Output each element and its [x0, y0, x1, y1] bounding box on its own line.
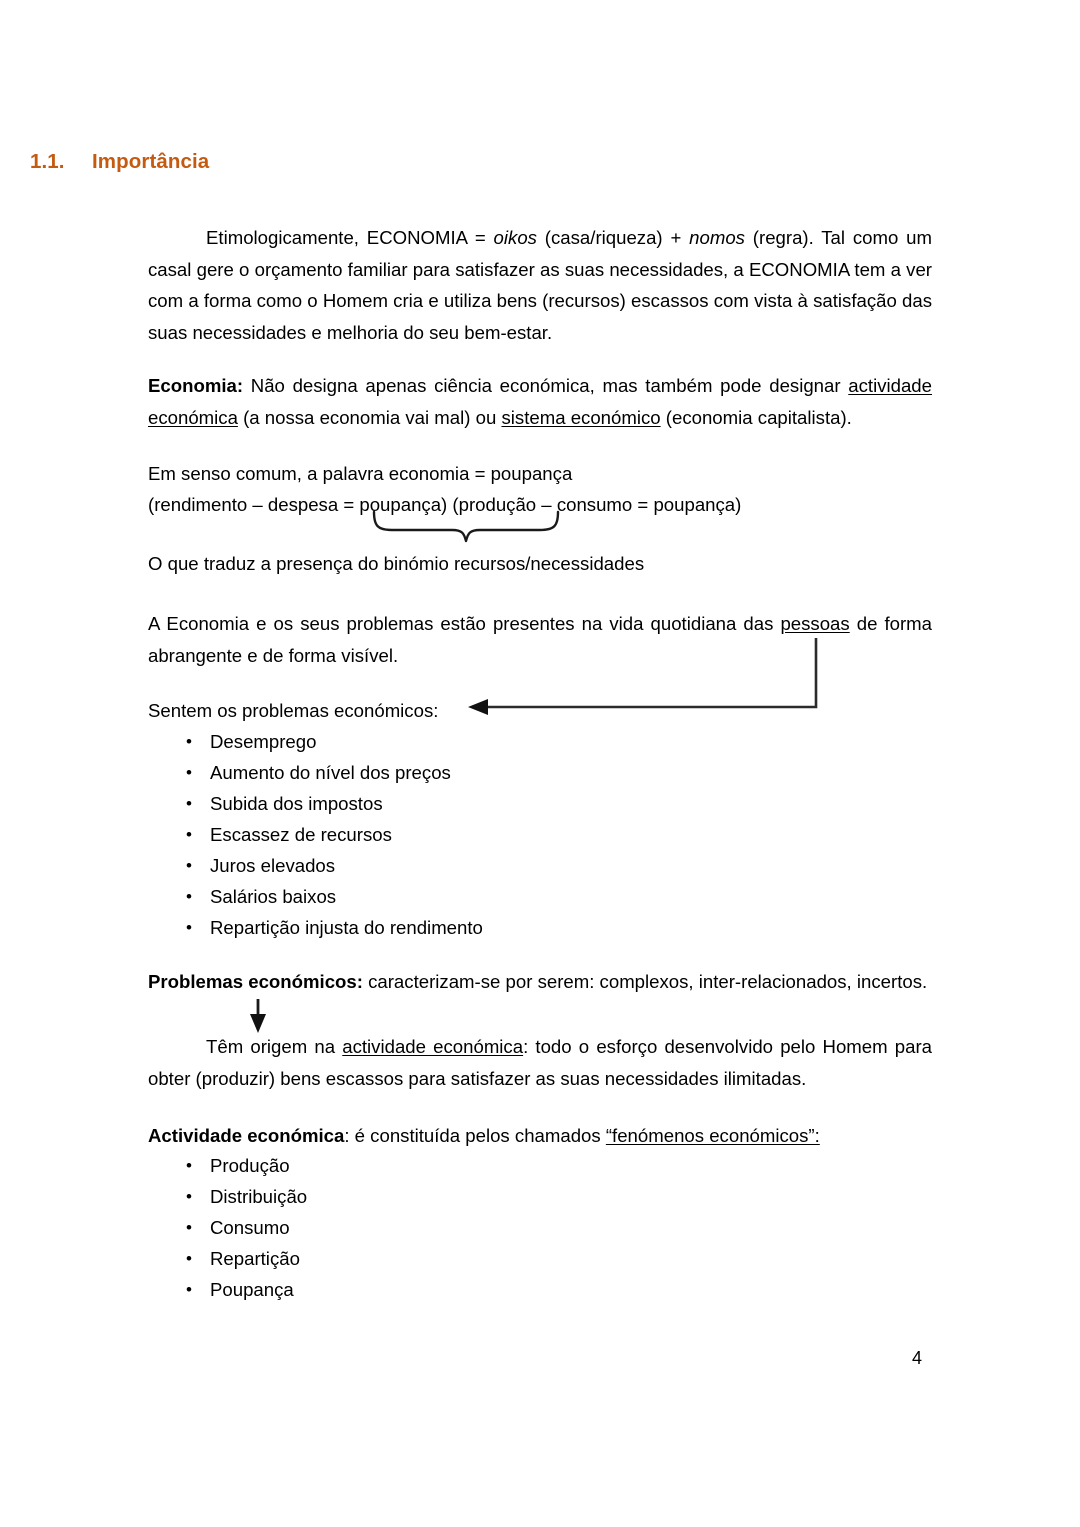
senso-comum-line2: (rendimento – despesa = poupança) (produção – consumo = poupança)	[148, 494, 742, 515]
bullet-icon: •	[186, 1156, 192, 1175]
etimologia-nomos: nomos	[689, 227, 745, 248]
list-item-label: Repartição injusta do rendimento	[210, 917, 483, 938]
list-item	[148, 912, 483, 943]
bullet-icon: •	[186, 1249, 192, 1268]
list-item-label: Consumo	[210, 1217, 290, 1238]
problemas-text-a: caracterizam-se por serem: complexos, inter-relacionados, incertos.	[362, 971, 928, 992]
etimologia-text-b: (casa/riqueza) +	[536, 227, 690, 248]
quotidiana-text-b: de forma abrangente e de forma visível.	[148, 613, 933, 666]
paragraph-economia	[148, 370, 932, 433]
paragraph-actividade-economica	[148, 1120, 932, 1152]
list-item	[148, 1243, 307, 1274]
quotidiana-text-a: A Economia e os seus problemas estão presentes na vida quotidiana das	[148, 613, 781, 634]
sentem-text: Sentem os problemas económicos:	[148, 700, 439, 721]
bullet-icon: •	[186, 1280, 192, 1299]
etimologia-text-a: Etimologicamente, ECONOMIA =	[206, 227, 494, 248]
quotidiana-underline-pessoas: pessoas	[780, 613, 850, 634]
list-item	[148, 1274, 307, 1305]
list-item-label: Aumento do nível dos preços	[210, 762, 451, 783]
paragraph-binomio	[148, 548, 932, 580]
section-heading-title: Importância	[92, 150, 210, 173]
actividade-label: Actividade económica	[148, 1125, 345, 1146]
economia-underline-sistema-economico: sistema económico	[501, 406, 661, 428]
list-item	[148, 819, 483, 850]
paragraph-sentem	[148, 695, 932, 727]
paragraph-quotidiana	[148, 608, 932, 671]
list-item-label: Escassez de recursos	[210, 824, 392, 845]
senso-comum-line1: Em senso comum, a palavra economia = poupança	[148, 463, 573, 484]
bullet-icon: •	[186, 763, 192, 782]
economia-text-c: (economia capitalista).	[660, 406, 852, 428]
economia-text-b: (a nossa economia vai mal) ou	[237, 406, 502, 428]
list-item	[148, 1212, 307, 1243]
actividade-underline-fenomenos: “fenómenos económicos”:	[605, 1125, 820, 1146]
list-item-label: Produção	[210, 1155, 290, 1176]
section-heading-number: 1.1.	[30, 150, 65, 173]
origem-text-b: : todo o esforço desenvolvido pelo Homem para obter (produzir) bens escassos para satisfazer as suas necessidades ilimitadas.	[148, 1036, 933, 1089]
list-item	[148, 726, 483, 757]
list-item-label: Salários baixos	[210, 886, 337, 907]
paragraph-senso-comum-line2	[148, 489, 932, 521]
bullet-icon: •	[186, 794, 192, 813]
binomio-text: O que traduz a presença do binómio recursos/necessidades	[148, 553, 645, 574]
list-item	[148, 757, 483, 788]
etimologia-oikos: oikos	[493, 227, 537, 248]
bullet-icon: •	[186, 887, 192, 906]
list-item	[148, 1181, 307, 1212]
bullet-icon: •	[186, 918, 192, 937]
list-item-label: Juros elevados	[210, 855, 336, 876]
economia-underline-actividade-economica: actividade económica	[148, 375, 932, 428]
paragraph-problemas-economicos	[148, 966, 932, 998]
page-number: 4	[912, 1348, 923, 1368]
economia-label: Economia:	[148, 375, 244, 396]
list-item-label: Subida dos impostos	[210, 793, 383, 814]
paragraph-senso-comum-line1	[148, 458, 932, 490]
list-item-label: Repartição	[210, 1248, 300, 1269]
etimologia-text-c: (regra). Tal como um casal gere o orçamento familiar para satisfazer as suas necessidades, a ECONOMIA tem a ver com a forma como o Homem cria e utiliza bens (recursos) escassos com vista à satisfação das suas necessidades e melhoria do seu bem-estar.	[148, 227, 932, 343]
list-fenomenos-economicos	[148, 1150, 307, 1305]
bullet-icon: •	[186, 825, 192, 844]
bullet-icon: •	[186, 856, 192, 875]
list-problemas-economicos	[148, 726, 483, 943]
list-item-label: Distribuição	[210, 1186, 308, 1207]
origem-text-a: Têm origem na	[206, 1036, 343, 1057]
list-item	[148, 788, 483, 819]
bullet-icon: •	[186, 732, 192, 751]
paragraph-origem	[148, 1031, 932, 1094]
list-item	[148, 881, 483, 912]
paragraph-etimologia	[148, 222, 932, 348]
bullet-icon: •	[186, 1218, 192, 1237]
economia-text-a: Não designa apenas ciência económica, mas também pode designar	[243, 375, 849, 396]
section-heading	[30, 150, 209, 174]
list-item-label: Poupança	[210, 1279, 294, 1300]
list-item	[148, 850, 483, 881]
actividade-text-a: : é constituída pelos chamados	[344, 1125, 606, 1146]
down-arrow-icon	[250, 999, 266, 1033]
origem-underline-actividade-economica: actividade económica	[342, 1036, 524, 1057]
bullet-icon: •	[186, 1187, 192, 1206]
problemas-label: Problemas económicos:	[148, 971, 363, 992]
list-item-label: Desemprego	[210, 731, 317, 752]
list-item	[148, 1150, 307, 1181]
